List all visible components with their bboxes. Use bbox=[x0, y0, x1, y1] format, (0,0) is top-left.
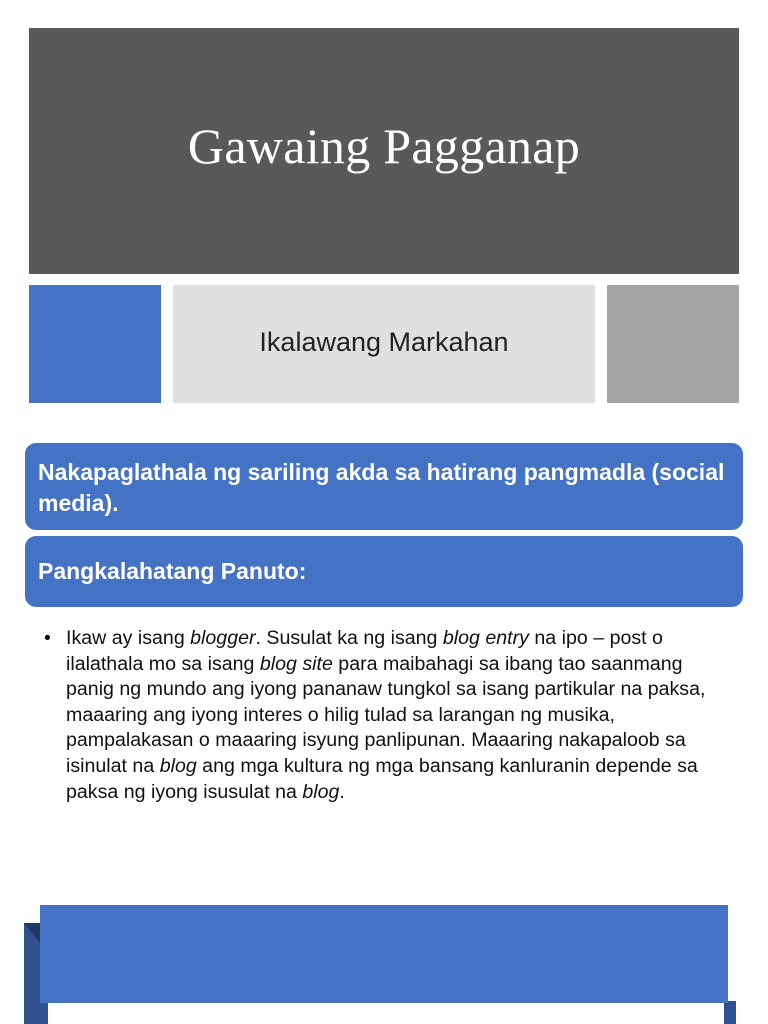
instructions-heading: Pangkalahatang Panuto: bbox=[38, 558, 307, 584]
body-run: na ipo – post o ilalathala mo sa isang bbox=[66, 627, 663, 675]
decorative-blue-square bbox=[29, 285, 161, 403]
footer-ribbon bbox=[24, 905, 736, 1024]
body-run: Ikaw ay isang bbox=[66, 627, 191, 649]
ribbon-right-tail bbox=[724, 1001, 736, 1024]
body-run: . bbox=[339, 780, 345, 803]
body-run: ang mga kultura ng mga bansang kanluranin depende sa paksa ng iyong isusulat na bbox=[66, 754, 698, 803]
italic-term: blog bbox=[159, 754, 197, 777]
objective-text: Nakapaglathala ng sariling akda sa hatirang pangmadla (social media). bbox=[38, 459, 725, 516]
italic-term: blogger bbox=[190, 627, 256, 649]
ribbon-main-band bbox=[40, 905, 728, 1003]
body-run: . Susulat ka ng isang bbox=[255, 627, 443, 649]
instructions-list bbox=[44, 626, 734, 805]
bullet-icon: • bbox=[44, 627, 51, 649]
title-block bbox=[29, 28, 739, 274]
body-run: para maibahagi sa ibang tao saanmang panig ng mundo ang iyong pananaw tungkol sa isang partikular na paksa, maaaring ang iyong interes o hilig tulad sa larangan ng musika, pampalakasan o maaaring isyung panlipunan. Maaaring nakapaloob sa isinulat na bbox=[66, 652, 706, 777]
instructions-banner bbox=[25, 536, 743, 607]
objective-banner bbox=[25, 443, 743, 530]
instructions-body-text bbox=[66, 627, 705, 803]
slide-subtitle: Ikalawang Markahan bbox=[259, 326, 509, 357]
list-item bbox=[44, 626, 734, 805]
italic-term: blog site bbox=[259, 652, 333, 675]
decorative-gray-square bbox=[607, 285, 739, 403]
subtitle-block bbox=[173, 285, 595, 403]
italic-term: blog entry bbox=[442, 627, 529, 649]
ribbon-left-fold bbox=[24, 923, 40, 943]
italic-term: blog bbox=[302, 780, 340, 803]
slide-title: Gawaing Pagganap bbox=[187, 118, 581, 174]
